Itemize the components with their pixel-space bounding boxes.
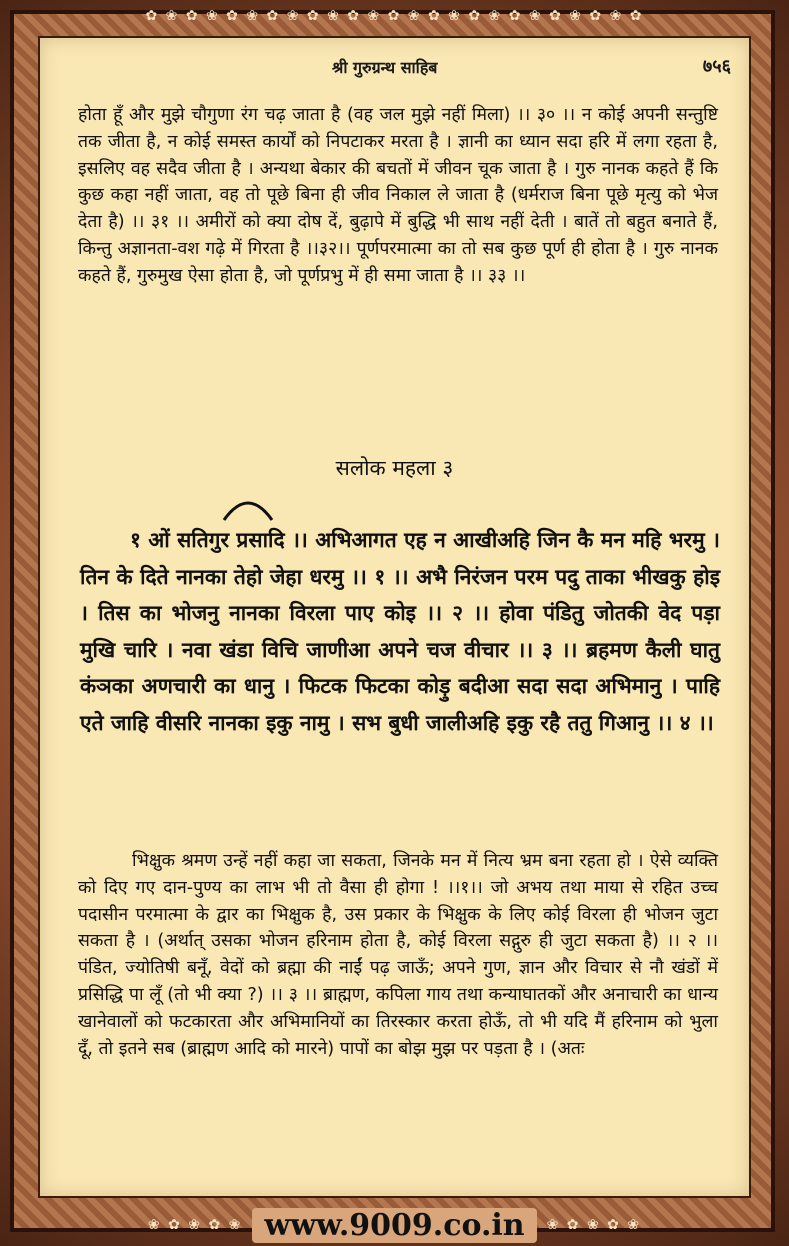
page-number: ७५६ bbox=[702, 56, 731, 77]
book-title: श्री गुरुग्रन्थ साहिब bbox=[332, 58, 438, 77]
website-url[interactable]: www.9009.co.in bbox=[252, 1208, 536, 1243]
translation-paragraph-top: होता हूँ और मुझे चौगुणा रंग चढ़ जाता है (वह जल मुझे नहीं मिला) ।। ३० ।। न कोई अपनी सन्तुष्टि तक जीता है, न कोई समस्त कार्यों को निपटाकर मरता है । ज्ञानी का ध्यान सदा हरि में लगा रहता है, इसलिए वह सदैव जीता है । अन्यथा बेकार की बचतों में जीवन चूक जाता है । गुरु नानक कहते हैं कि कुछ कहा नहीं जाता, वह तो पूछे बिना ही जीव निकाल ले जाता है (धर्मराज बिना पूछे मृत्यु को भेज देता है) ।। ३१ ।। अमीरों को क्या दोष दें, बुढ़ापे में बुद्धि भी साथ नहीं देती । बातें तो बहुत बनाते हैं, किन्तु अज्ञानता-वश गढ़े में गिरता है ।।३२।। पूर्णपरमात्मा का तो सब कुछ पूर्ण ही होता है । गुरु नानक कहते हैं, गुरुमुख ऐसा होता है, जो पूर्णप्रभु में ही समा जाता है ।। ३३ ।। bbox=[78, 105, 718, 286]
omkar-arc-icon bbox=[218, 492, 278, 522]
translation-paragraph-bottom: भिक्षुक श्रमण उन्हें नहीं कहा जा सकता, जिनके मन में नित्य भ्रम बना रहता हो । ऐसे व्यक्ति को दिए गए दान-पुण्य का लाभ भी तो वैसा ही होगा ! ।।१।। जो अभय तथा माया से रहित उच्च पदासीन परमात्मा के द्वार का भिक्षुक है, उस प्रकार के भिक्षुक के लिए कोई विरला ही भोजन जुटा सकता है । (अर्थात् उसका भोजन हरिनाम होता है, कोई विरला सद्गुरु ही जुटा सकता है) ।। २ ।। पंडित, ज्योतिषी बनूँ, वेदों को ब्रह्मा की नाईं पढ़ जाऊँ; अपने गुण, ज्ञान और विचार से नौ खंडों में प्रसिद्धि पा लूँ (तो भी क्या ?) ।। ३ ।। ब्राह्मण, कपिला गाय तथा कन्याघातकों और अनाचारी का धान्य खानेवालों को फटकारता और अभिमानियों का तिरस्कार करता होऊँ, तो भी यदि मैं हरिनाम को भुला दूँ, तो इतने सब (ब्राह्मण आदि को मारने) पापों का बोझ मुझ पर पड़ता है । (अतः bbox=[78, 851, 718, 1059]
footer-ornament-left: ❀ ✿ ❀ ✿ ❀ bbox=[147, 1217, 243, 1233]
book-page bbox=[38, 36, 751, 1198]
page-header bbox=[40, 52, 749, 82]
scripture-verse: १ ओं सतिगुर प्रसादि ।। अभिआगत एह न आखीअहि जिन कै मन महि भरमु । तिन के दिते नानका तेहो जेहा धरमु ।। १ ।। अभै निरंजन परम पदु ताका भीखकु होइ । तिस का भोजनु नानका विरला पाए कोइ ।। २ ।। होवा पंडितु जोतकी वेद पड़ा मुखि चारि । नवा खंडा विचि जाणीआ अपने चज वीचार ।। ३ ।। ब्रहमण कैली घातु कंञका अणचारी का धानु । फिटक फिटका कोड़ु बदीआ सदा सदा अभिमानु । पाहि एते जाहि वीसरि नानका इकु नामु । सभ बुधी जालीअहि इकु रहै ततु गिआनु ।। ४ ।। bbox=[80, 528, 720, 735]
footer-ornament-right: ❀ ✿ ❀ ✿ ❀ bbox=[546, 1217, 642, 1233]
top-ornament: ✿ ❀ ✿ ❀ ✿ ❀ ✿ ❀ ✿ ❀ ✿ ❀ ✿ ❀ ✿ ❀ ✿ ❀ ✿ ❀ ✿ ❀ ✿ ❀ ✿ bbox=[145, 8, 644, 24]
section-heading: सलोक महला ३ bbox=[335, 456, 454, 480]
page-footer bbox=[0, 1204, 789, 1246]
